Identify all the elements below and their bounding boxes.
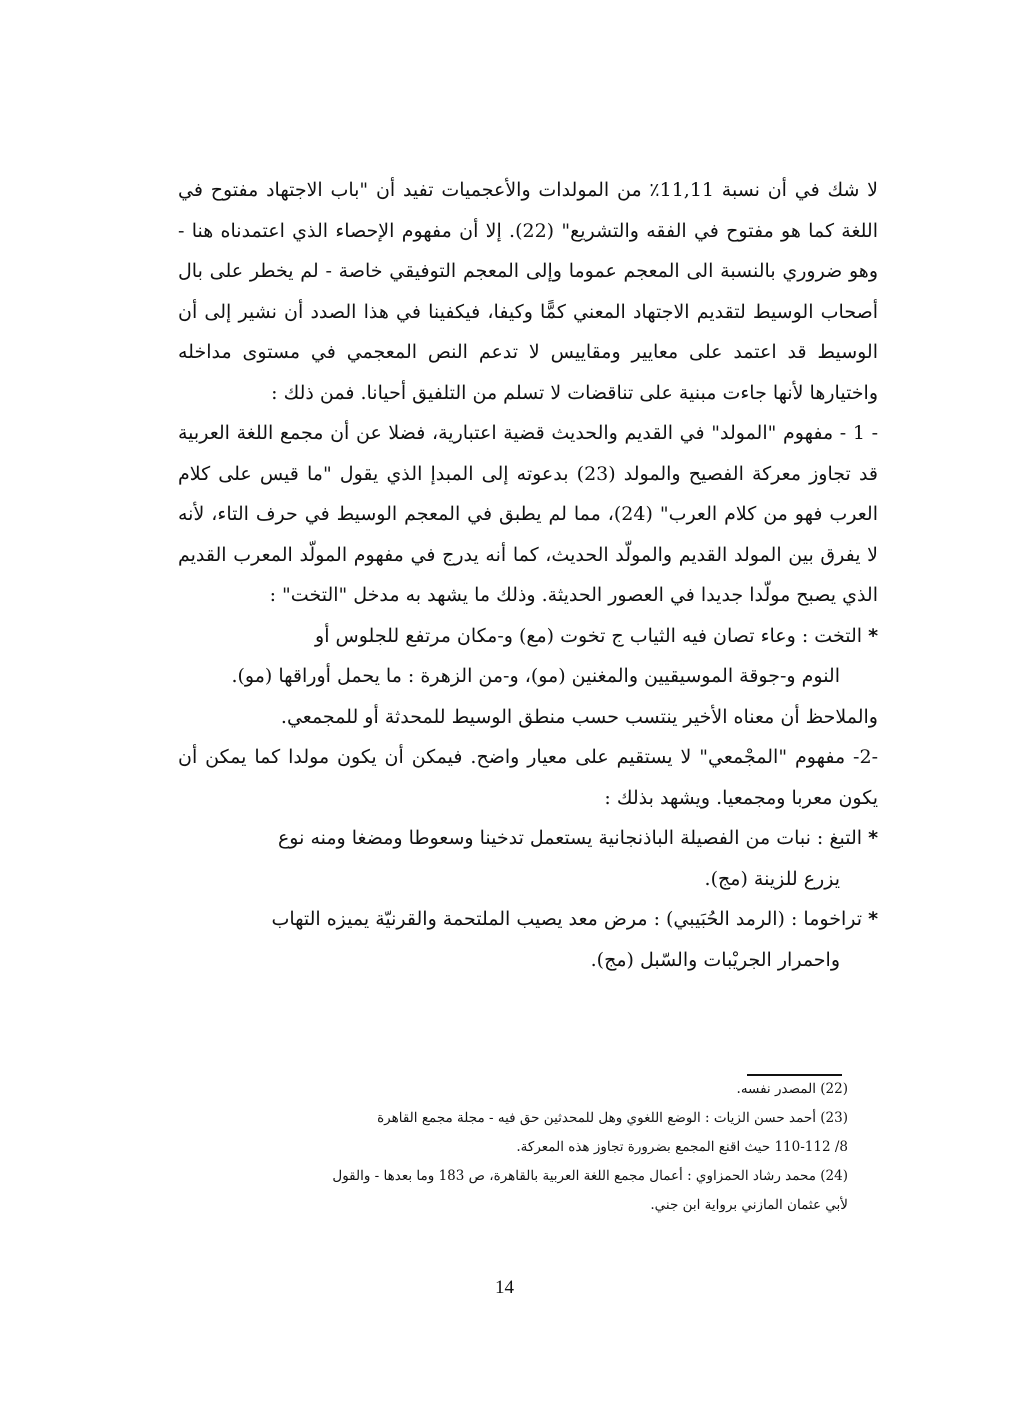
- bullet-star-icon: *: [868, 624, 878, 647]
- entry-takht: [178, 616, 878, 697]
- footnote-24-continued: لأبي عثمان المازني برواية ابن جني.: [650, 1197, 848, 1213]
- footnote-24: (24) محمد رشاد الحمزاوي : أعمال مجمع اللغة العربية بالقاهرة، ص 183 وما بعدها - والقول: [332, 1168, 848, 1184]
- footnote-22: (22) المصدر نفسه.: [736, 1081, 848, 1097]
- entry-tabgh-head: التبغ : نبات من الفصيلة الباذنجانية يستعمل تدخينا وسعوطا ومضغا ومنه نوع: [277, 827, 863, 849]
- footnote-23: (23) أحمد حسن الزيات : الوضع اللغوي وهل للمحدثين حق فيه - مجلة مجمع القاهرة: [377, 1110, 848, 1126]
- main-text: [178, 170, 878, 980]
- entry-trachoma: [178, 899, 878, 980]
- paragraph-4: -2- مفهوم "المجْمعي" لا يستقيم على معيار واضح. فيمكن أن يكون مولدا كما يمكن أن يكون معربا ومجمعيا. ويشهد بذلك :: [178, 746, 878, 809]
- entry-tabgh: [178, 818, 878, 899]
- entry-takht-body: النوم و-جوقة الموسيقيين والمغنين (مو)، و-من الزهرة : ما يحمل أوراقها (مو).: [231, 665, 840, 687]
- entry-trachoma-body: واحمرار الجريْبات والسّبل (مج).: [590, 948, 840, 971]
- entry-takht-head: التخت : وعاء تصان فيه الثياب ج تخوت (مع) و-مكان مرتفع للجلوس أو: [315, 624, 863, 647]
- page-number: 14: [495, 1277, 514, 1298]
- bullet-star-icon: *: [868, 908, 878, 930]
- footnotes: [178, 1075, 848, 1220]
- bullet-star-icon: *: [868, 827, 878, 849]
- entry-tabgh-body: يزرع للزينة (مج).: [704, 867, 840, 890]
- paragraph-2: - 1 - مفهوم "المولد" في القديم والحديث قضية اعتبارية، فضلا عن أن مجمع اللغة العربية قد تجاوز معركة الفصيح والمولد (23) بدعوته إلى المبدإ الذي يقول "ما قيس على كلام العرب فهو من كلام العرب" (24)، مما لم يطبق في المعجم الوسيط في حرف التاء، لأنه لا يفرق بين المولد القديم والمولّد الحديث، كما أنه يدرج في مفهوم المولّد المعرب القديم الذي يصبح مولّدا جديدا في العصور الحديثة. وذلك ما يشهد به مدخل "التخت" :: [178, 422, 879, 606]
- paragraph-1: لا شك في أن نسبة 11,11٪ من المولدات والأعجميات تفيد أن "باب الاجتهاد مفتوح في اللغة كما هو مفتوح في الفقه والتشريع" (22). إلا أن مفهوم الإحصاء الذي اعتمدناه هنا - وهو ضروري بالنسبة الى المعجم عموما وإلى المعجم التوفيقي خاصة - لم يخطر على بال أصحاب الوسيط لتقديم الاجتهاد المعني كمًّا وكيفا، فيكفينا في هذا الصدد أن نشير إلى أن الوسيط قد اعتمد على معايير ومقاييس لا تدعم النص المعجمي في مستوى مداخله واختيارها لأنها جاءت مبنية على تناقضات لا تسلم من التلفيق أحيانا. فمن ذلك :: [178, 179, 878, 404]
- entry-trachoma-head: تراخوما : (الرمد الحُبَيبي) : مرض معد يصيب الملتحمة والقرنيّة يميزه التهاب: [271, 908, 863, 930]
- footnote-23-continued: 8/ 110-112 حيث اقنع المجمع بضرورة تجاوز هذه المعركة.: [516, 1139, 848, 1155]
- paragraph-3: والملاحظ أن معناه الأخير ينتسب حسب منطق الوسيط للمحدثة أو للمجمعي.: [280, 705, 878, 728]
